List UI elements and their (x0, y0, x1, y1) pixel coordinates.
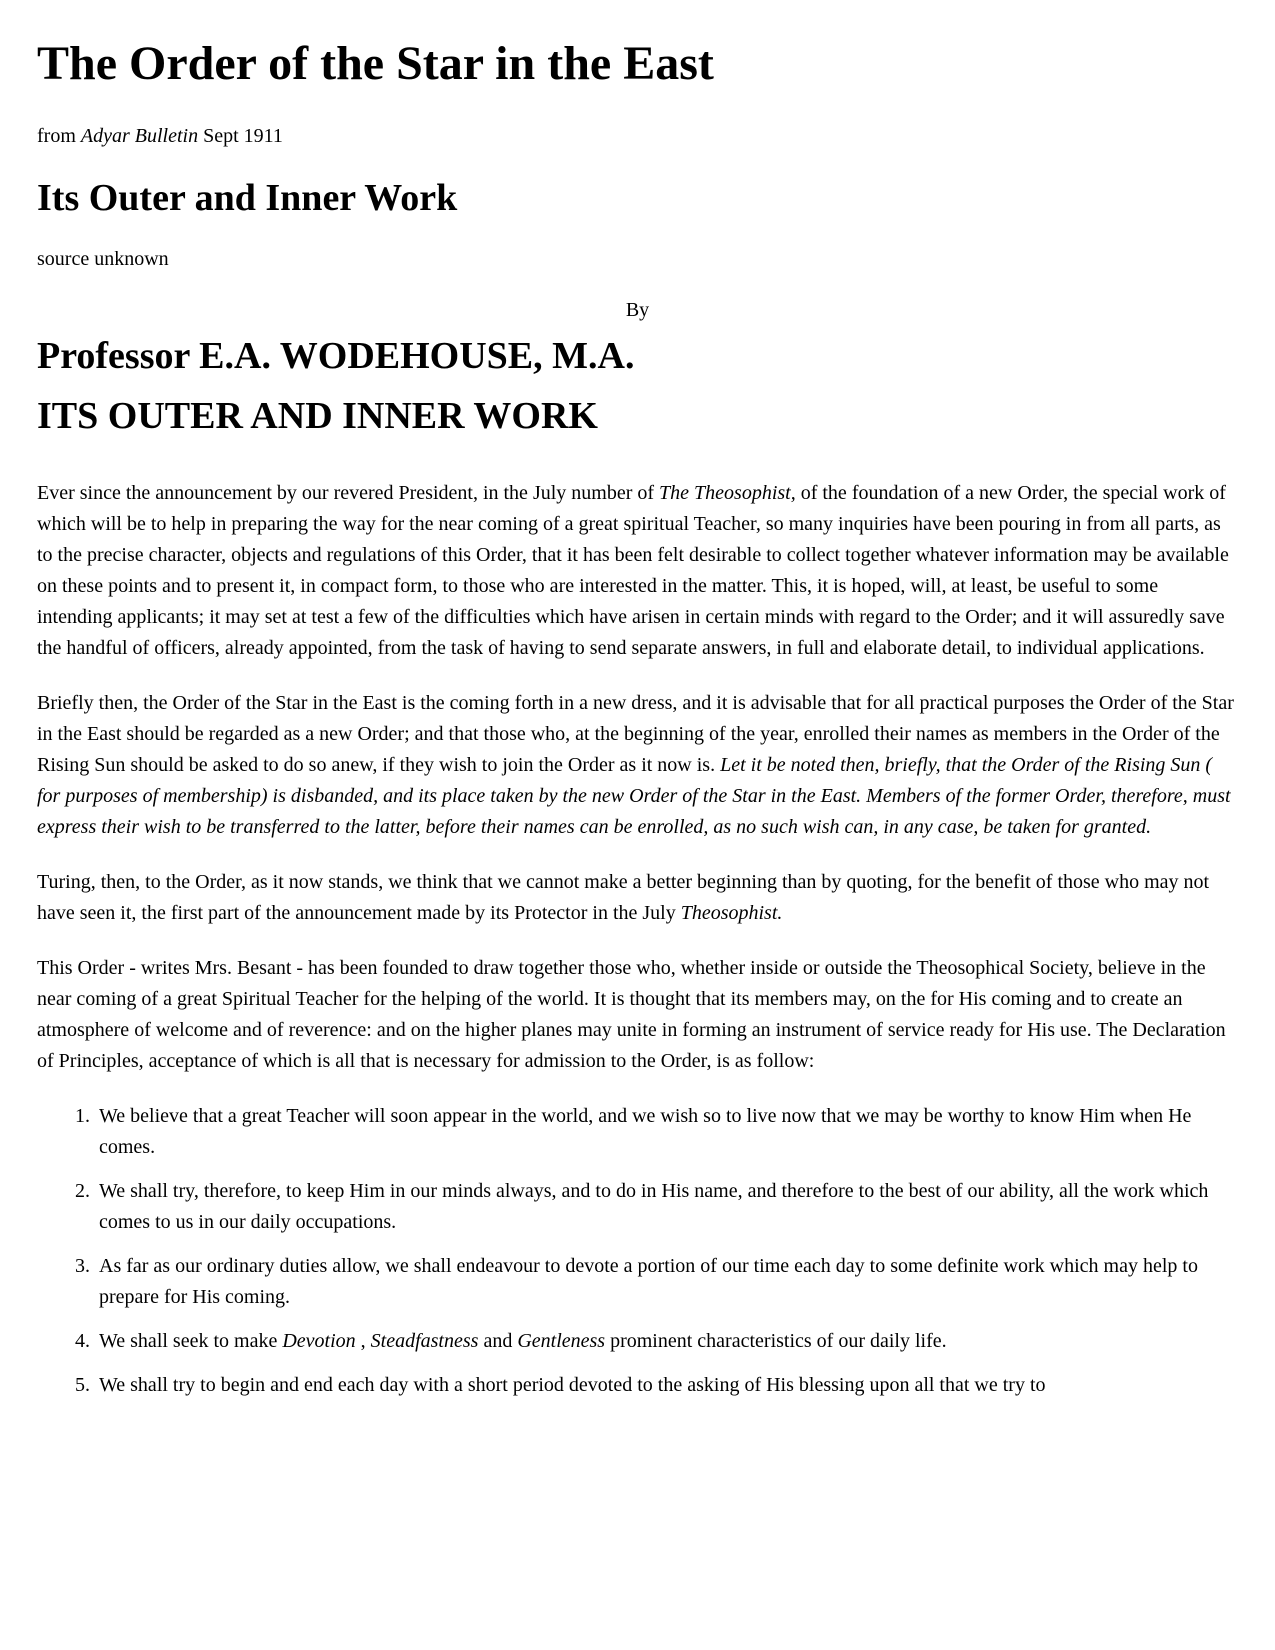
paragraph-besant-quote (37, 953, 1238, 1077)
text-run: We shall try, therefore, to keep Him in our minds always, and to do in His name, and therefore to the best of our ability, all the work which comes to us in our daily occupations. (99, 1180, 1209, 1233)
list-item-1 (95, 1101, 1238, 1163)
page-title: The Order of the Star in the East (37, 37, 714, 90)
byline: By (625, 299, 650, 321)
text-run: As far as our ordinary duties allow, we shall endeavour to devote a portion of our time each day to some definite work which may help to prepare for His coming. (99, 1255, 1198, 1308)
document-body (37, 36, 1238, 1401)
text-run: Turing, then, to the Order, as it now stands, we think that we cannot make a better beginning than by quoting, for the benefit of those who may not have seen it, the first part of the announcement made by its Protector in the July (37, 871, 1210, 924)
italic-run: Let it be noted then, briefly, that the Order of the Rising Sun ( for purposes of membership) is disbanded, and its place taken by the new Order of the Star in the East. Members of the former Order, therefore, must express their wish to be transferred to the latter, before their names can be enrolled, as no such wish can, in any case, be taken for granted. (37, 754, 1231, 838)
text-run: Sept 1911 (198, 125, 283, 147)
text-run: Ever since the announcement by our revered President, in the July number of (37, 482, 660, 504)
source-note: source unknown (37, 248, 169, 270)
text-run: from (37, 125, 81, 147)
list-item-3 (95, 1251, 1238, 1313)
list-item-5 (95, 1370, 1238, 1401)
italic-run: Devotion (282, 1330, 356, 1352)
from-line (37, 121, 1238, 152)
text-run: We believe that a great Teacher will soon appear in the world, and we wish so to live now that we may be worthy to know Him when He comes. (99, 1105, 1192, 1158)
declaration-list (37, 1101, 1238, 1401)
section-heading: ITS OUTER AND INNER WORK (37, 395, 598, 437)
text-run: and (478, 1330, 518, 1352)
text-run: Briefly then, the Order of the Star in the East is the coming forth in a new dress, and it is advisable that for all practical purposes the Order of the Star in the East should be regarded as a new Order; and that those who, at the beginning of the year, enrolled their names as members in the Order of the Rising Sun should be asked to do so anew, if they wish to join the Order as it now is. (37, 692, 1234, 776)
publication-name: Adyar Bulletin (80, 125, 199, 147)
italic-run: Theosophist. (680, 902, 783, 924)
paragraph-intro (37, 478, 1238, 664)
paragraph-turning (37, 867, 1238, 929)
paragraph-briefly (37, 688, 1238, 843)
list-item-4 (95, 1326, 1238, 1357)
italic-run: The Theosophist, (659, 482, 796, 504)
text-run: , (355, 1330, 371, 1352)
italic-run: Gentleness (517, 1330, 606, 1352)
italic-run: Steadfastness (370, 1330, 479, 1352)
text-run: of the foundation of a new Order, the special work of which will be to help in preparing the way for the near coming of a great spiritual Teacher, so many inquiries have been pouring in from all parts, as to the precise character, objects and regulations of this Order, that it has been felt desirable to collect together whatever information may be available on these points and to present it, in compact form, to those who are interested in the matter. This, it is hoped, will, at least, be useful to some intending applicants; it may set at test a few of the difficulties which have arisen in certain minds with regard to the Order; and it will assuredly save the handful of officers, already appointed, from the task of having to send separate answers, in full and elaborate detail, to individual applications. (37, 482, 1229, 659)
text-run: prominent characteristics of our daily life. (605, 1330, 947, 1352)
list-item-2 (95, 1176, 1238, 1238)
author-heading: Professor E.A. WODEHOUSE, M.A. (37, 335, 635, 377)
text-run: We shall seek to make (99, 1330, 283, 1352)
text-run: This Order - writes Mrs. Besant - has been founded to draw together those who, whether inside or outside the Theosophical Society, believe in the near coming of a great Spiritual Teacher for the helping of the world. It is thought that its members may, on the for His coming and to create an atmosphere of welcome and of reverence: and on the higher planes may unite in forming an instrument of service ready for His use. The Declaration of Principles, acceptance of which is all that is necessary for admission to the Order, is as follow: (37, 957, 1226, 1072)
subtitle: Its Outer and Inner Work (37, 177, 458, 219)
text-run: We shall try to begin and end each day with a short period devoted to the asking of His blessing upon all that we try to (99, 1374, 1046, 1396)
